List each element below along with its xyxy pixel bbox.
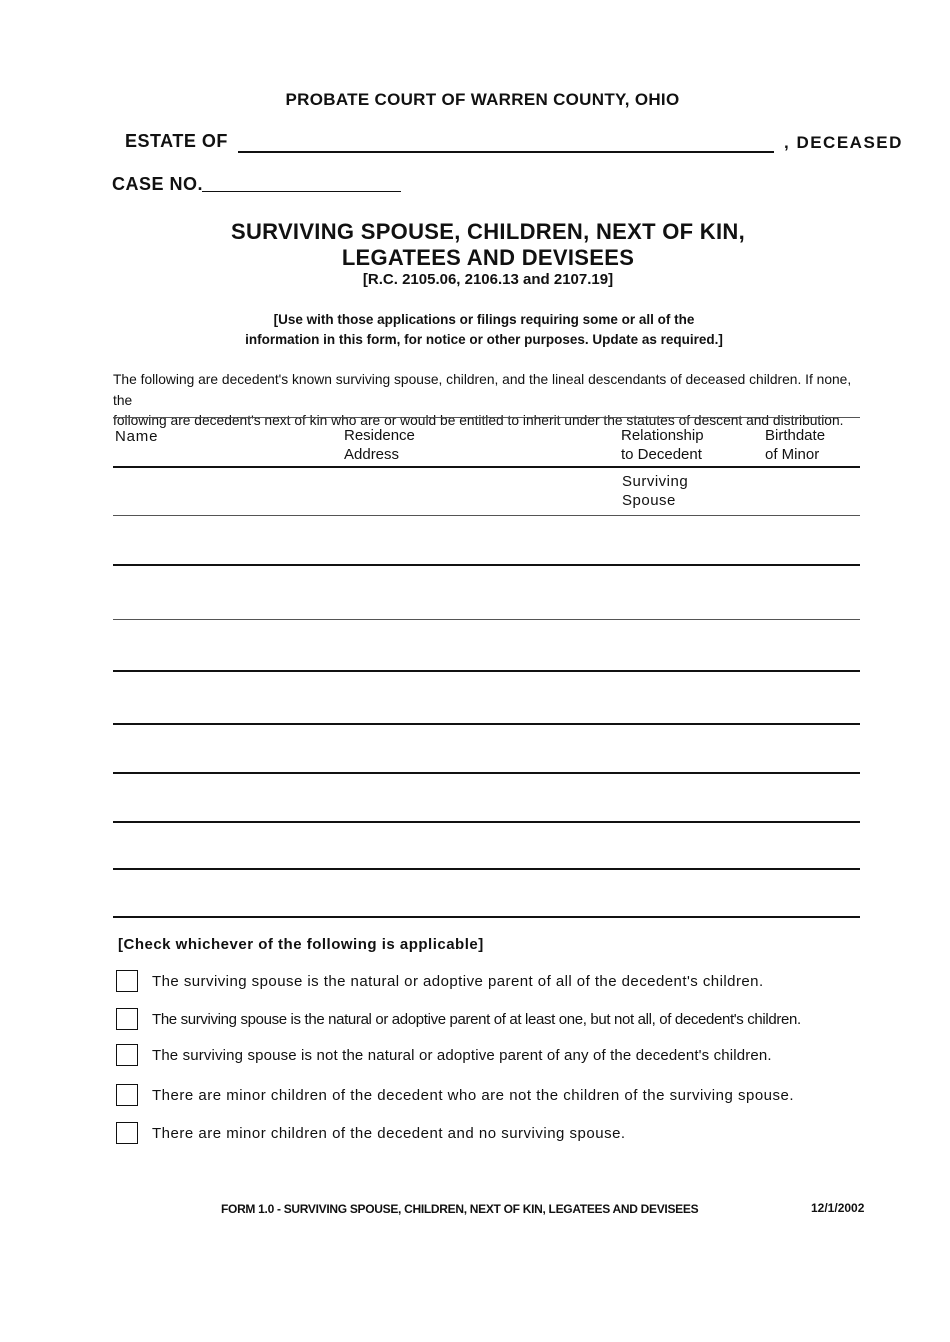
table-row[interactable] [113,515,860,516]
checklist-item-label: The surviving spouse is not the natural or adoptive parent of any of the decedent's children. [152,1046,772,1064]
checklist-item [116,1082,794,1108]
column-header-name: Name [115,428,159,445]
use-note-line1: [Use with those applications or filings requiring some or all of the [273,312,695,327]
use-note [0,310,950,350]
table-row[interactable] [113,772,860,774]
deceased-label: , DECEASED [784,133,903,152]
checklist-item-label: The surviving spouse is the natural or adoptive parent of at least one, but not all, of decedent's children. [152,1010,801,1028]
checkbox[interactable] [116,1084,138,1106]
case-number-label: CASE NO. [112,174,204,194]
table-row[interactable] [113,821,860,823]
table-row[interactable] [113,723,860,725]
checklist-item-label: The surviving spouse is the natural or adoptive parent of all of the decedent's children. [152,972,764,990]
checklist-item-label: There are minor children of the decedent who are not the children of the surviving spouse. [152,1086,795,1104]
estate-name-field[interactable] [238,151,774,153]
table-row[interactable] [113,868,860,870]
checkbox[interactable] [116,970,138,992]
intro-line1: The following are decedent's known surviving spouse, children, and the lineal descendants of deceased children. If none, the [113,372,852,408]
court-title: PROBATE COURT OF WARREN COUNTY, OHIO [285,90,680,109]
table-top-rule [113,417,860,418]
statute-reference: [R.C. 2105.06, 2106.13 and 2107.19] [362,271,614,288]
case-number-field[interactable] [202,191,401,192]
estate-label: ESTATE OF [125,131,228,151]
checklist-item-label: There are minor children of the decedent and no surviving spouse. [152,1124,626,1142]
footer-form-name: FORM 1.0 - SURVIVING SPOUSE, CHILDREN, NEXT OF KIN, LEGATEES AND DEVISEES [221,1202,699,1216]
checkbox[interactable] [116,1008,138,1030]
column-header-birthdate: Birthdate of Minor [765,427,826,463]
form-title [0,219,950,271]
intro-line2: following are decedent's next of kin who are or would be entitled to inherit under the statutes of descent and distribution. [113,413,844,428]
use-note-line2: information in this form, for notice or other purposes. Update as required.] [245,332,723,347]
checkbox[interactable] [116,1044,138,1066]
column-header-relationship: Relationship to Decedent [621,427,704,463]
footer-date: 12/1/2002 [811,1201,865,1215]
intro-paragraph [113,370,873,432]
checklist-item [116,1120,626,1146]
checklist-item [116,1042,772,1068]
checklist-heading: [Check whichever of the following is applicable] [118,936,484,953]
table-header-rule [113,466,860,468]
row-relationship-surviving-spouse: Surviving Spouse [622,473,689,509]
checklist-item [116,1006,801,1032]
checklist-item [116,968,764,994]
table-row[interactable] [113,564,860,566]
table-row[interactable] [113,916,860,918]
column-header-residence: Residence Address [344,427,415,463]
form-title-line2: LEGATEES AND DEVISEES [341,245,635,270]
form-title-line1: SURVIVING SPOUSE, CHILDREN, NEXT OF KIN, [231,219,745,244]
table-row[interactable] [113,619,860,620]
table-row[interactable] [113,670,860,672]
checkbox[interactable] [116,1122,138,1144]
